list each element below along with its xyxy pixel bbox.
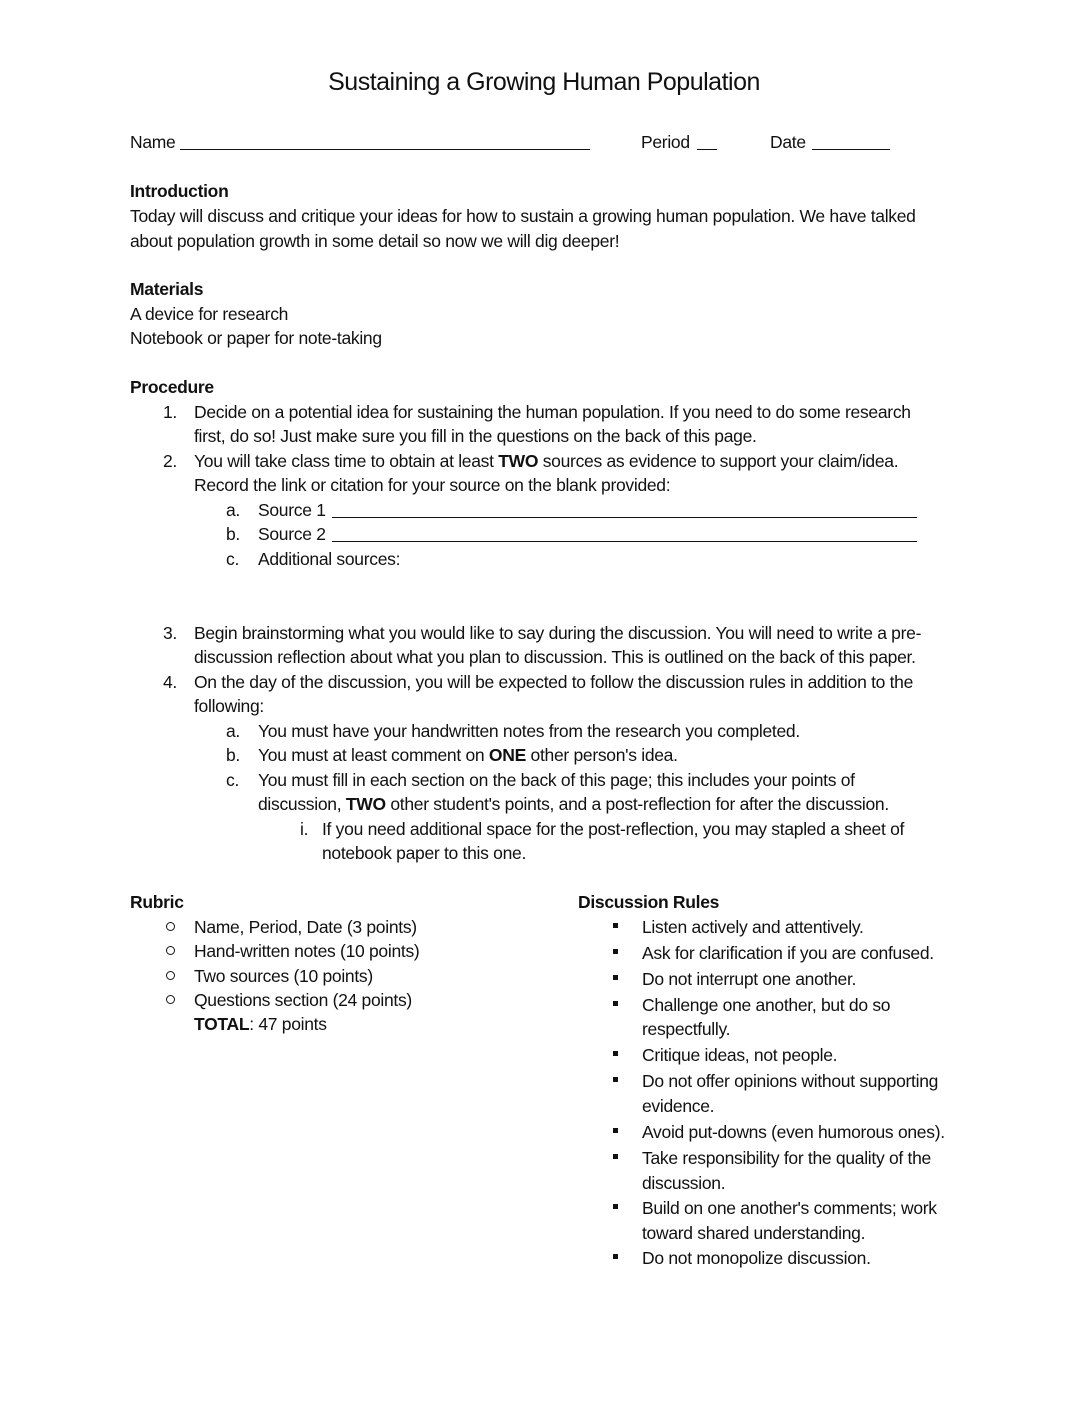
rubric-item: Hand-written notes (10 points) [194, 941, 420, 961]
rule-item: Listen actively and attentively. [642, 917, 864, 937]
rule-item: Do not monopolize discussion. [642, 1248, 871, 1268]
rule-item-cont: toward shared understanding. [642, 1223, 866, 1243]
circle-bullet-icon [166, 946, 175, 955]
step-4-text: following: [194, 696, 264, 716]
rule-item: Avoid put-downs (even humorous ones). [642, 1122, 945, 1142]
rubric-total: TOTAL: 47 points [194, 1014, 327, 1034]
step-3-text: Begin brainstorming what you would like to say during the discussion. You will need to write a pre- [194, 623, 922, 643]
procedure-heading: Procedure [130, 377, 214, 397]
step-2-text: You will take class time to obtain at least TWO sources as evidence to support your claim/idea. [194, 451, 899, 471]
rule-item: Do not offer opinions without supporting [642, 1071, 939, 1091]
introduction-text: about population growth in some detail so now we will dig deeper! [130, 231, 620, 251]
period-blank[interactable] [697, 133, 717, 150]
square-bullet-icon [613, 1051, 618, 1056]
step-3-text: discussion reflection about what you plan to discussion. This is outlined on the back of this paper. [194, 647, 916, 667]
rubric-item: Questions section (24 points) [194, 990, 412, 1010]
square-bullet-icon [613, 1077, 618, 1082]
rule-item: Take responsibility for the quality of the [642, 1148, 931, 1168]
step-4c-text: You must fill in each section on the back of this page; this includes your points of [258, 770, 855, 790]
square-bullet-icon [613, 1128, 618, 1133]
step-number: 3. [163, 623, 177, 643]
name-field-label: Name [130, 132, 176, 152]
rule-item: Challenge one another, but do so [642, 995, 891, 1015]
period-field-label: Period [641, 132, 690, 152]
circle-bullet-icon [166, 971, 175, 980]
rule-item: Do not interrupt one another. [642, 969, 857, 989]
source-1-label: Source 1 [258, 500, 326, 520]
step-4ci-text: If you need additional space for the post-reflection, you may stapled a sheet of [322, 819, 905, 839]
step-1-text: Decide on a potential idea for sustaining the human population. If you need to do some research [194, 402, 911, 422]
introduction-heading: Introduction [130, 181, 229, 201]
step-4ci-text: notebook paper to this one. [322, 843, 527, 863]
additional-sources-label: Additional sources: [258, 549, 401, 569]
source-2-blank[interactable] [332, 525, 917, 542]
sub-letter: c. [226, 549, 240, 569]
sub-letter: b. [226, 745, 240, 765]
page-title: Sustaining a Growing Human Population [328, 68, 760, 96]
rubric-heading: Rubric [130, 892, 184, 912]
square-bullet-icon [613, 1254, 618, 1259]
sub-letter: a. [226, 500, 240, 520]
rule-item-cont: respectfully. [642, 1019, 731, 1039]
rubric-item: Two sources (10 points) [194, 966, 373, 986]
name-blank[interactable] [180, 133, 590, 150]
rule-item: Ask for clarification if you are confused. [642, 943, 934, 963]
rule-item: Critique ideas, not people. [642, 1045, 838, 1065]
square-bullet-icon [613, 1204, 618, 1209]
square-bullet-icon [613, 975, 618, 980]
step-4a-text: You must have your handwritten notes from the research you completed. [258, 721, 800, 741]
sub-numeral: i. [300, 819, 309, 839]
sub-letter: b. [226, 524, 240, 544]
circle-bullet-icon [166, 922, 175, 931]
step-number: 1. [163, 402, 177, 422]
step-4-text: On the day of the discussion, you will be expected to follow the discussion rules in addition to the [194, 672, 914, 692]
introduction-text: Today will discuss and critique your ideas for how to sustain a growing human population. We have talked [130, 206, 916, 226]
step-4b-text: You must at least comment on ONE other person's idea. [258, 745, 678, 765]
date-field-label: Date [770, 132, 806, 152]
sub-letter: a. [226, 721, 240, 741]
square-bullet-icon [613, 1001, 618, 1006]
materials-item: Notebook or paper for note-taking [130, 328, 382, 348]
materials-heading: Materials [130, 279, 204, 299]
materials-item: A device for research [130, 304, 289, 324]
square-bullet-icon [613, 923, 618, 928]
circle-bullet-icon [166, 995, 175, 1004]
step-number: 2. [163, 451, 177, 471]
rule-item: Build on one another's comments; work [642, 1198, 937, 1218]
rule-item-cont: discussion. [642, 1173, 726, 1193]
step-4c-text: discussion, TWO other student's points, and a post-reflection for after the discussion. [258, 794, 889, 814]
square-bullet-icon [613, 1154, 618, 1159]
sub-letter: c. [226, 770, 240, 790]
source-1-blank[interactable] [332, 501, 917, 518]
date-blank[interactable] [812, 133, 890, 150]
step-1-text: first, do so! Just make sure you fill in the questions on the back of this page. [194, 426, 757, 446]
step-number: 4. [163, 672, 177, 692]
discussion-rules-heading: Discussion Rules [578, 892, 720, 912]
square-bullet-icon [613, 949, 618, 954]
source-2-label: Source 2 [258, 524, 326, 544]
rubric-item: Name, Period, Date (3 points) [194, 917, 417, 937]
step-2-text: Record the link or citation for your source on the blank provided: [194, 475, 671, 495]
rule-item-cont: evidence. [642, 1096, 715, 1116]
